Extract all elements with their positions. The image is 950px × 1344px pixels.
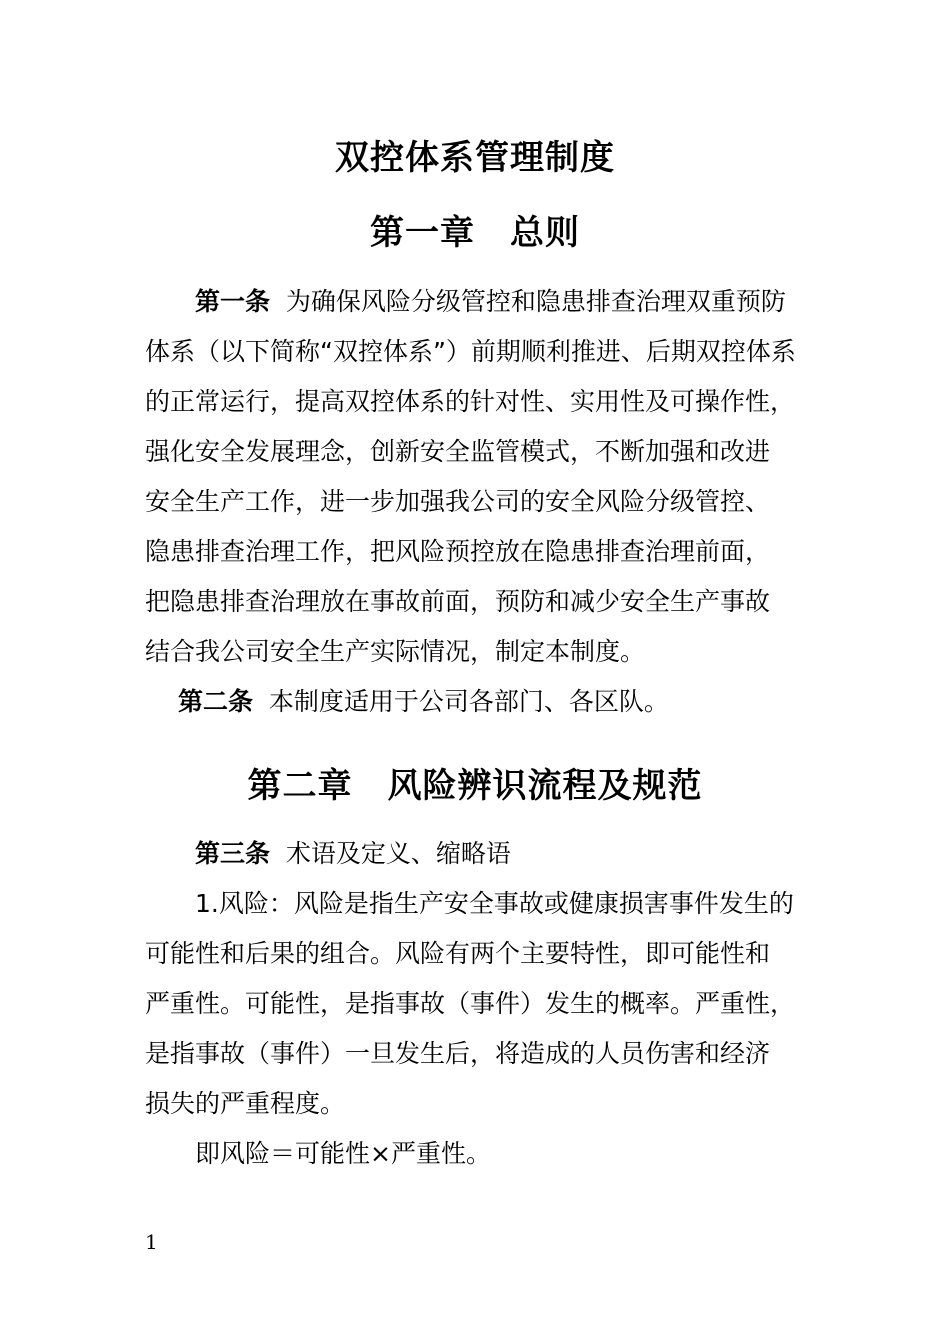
article-1-line: 结合我公司安全生产实际情况，制定本制度。	[145, 637, 646, 666]
chapter-1-heading: 第一章 总则	[370, 213, 580, 253]
page-number: 1	[145, 1230, 158, 1254]
article-1-line: 的正常运行，提高双控体系的针对性、实用性及可操作性，	[145, 387, 796, 416]
article-3-text: 术语及定义、缩略语	[285, 839, 511, 868]
risk-definition-line: 1.风险：风险是指生产安全事故或健康损害事件发生的	[195, 889, 794, 918]
article-1-first-line	[195, 286, 786, 318]
article-3-label: 第三条	[195, 839, 271, 868]
risk-definition-line: 严重性。可能性，是指事故（事件）发生的概率。严重性，	[145, 989, 796, 1018]
article-1-line: 隐患排查治理工作，把风险预控放在隐患排查治理前面，	[145, 537, 771, 566]
article-1-text: 为确保风险分级管控和隐患排查治理双重预防	[285, 287, 786, 316]
article-1-line: 安全生产工作，进一步加强我公司的安全风险分级管控、	[145, 487, 771, 516]
article-2	[178, 686, 669, 718]
risk-definition-line: 可能性和后果的组合。风险有两个主要特性，即可能性和	[145, 939, 771, 968]
article-3	[195, 838, 511, 870]
chapter-2-heading: 第二章 风险辨识流程及规范	[247, 766, 703, 806]
article-1-line: 把隐患排查治理放在事故前面，预防和减少安全生产事故	[145, 587, 771, 616]
article-2-label: 第二条	[178, 687, 254, 716]
article-1-line: 强化安全发展理念，创新安全监管模式，不断加强和改进	[145, 437, 771, 466]
article-1-label: 第一条	[195, 287, 271, 316]
risk-definition-line: 是指事故（事件）一旦发生后，将造成的人员伤害和经济	[145, 1039, 771, 1068]
article-1-line: 体系（以下简称“双控体系”）前期顺利推进、后期双控体系	[145, 337, 796, 366]
document-title: 双控体系管理制度	[335, 138, 615, 178]
risk-definition-line: 损失的严重程度。	[145, 1089, 346, 1118]
risk-formula: 即风险＝可能性×严重性。	[195, 1139, 491, 1168]
article-2-text: 本制度适用于公司各部门、各区队。	[268, 687, 669, 716]
